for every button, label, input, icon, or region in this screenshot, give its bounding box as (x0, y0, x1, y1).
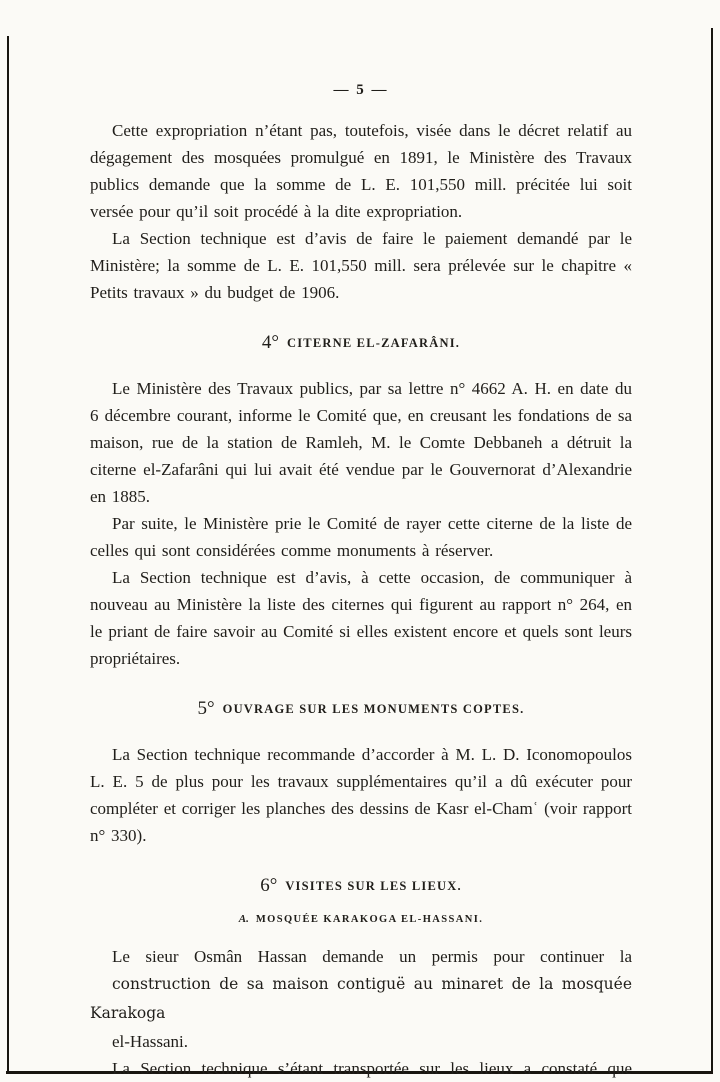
paragraph-line: Le sieur Osmân Hassan demande un permis pour continuer la (112, 947, 632, 966)
scan-edge-left (7, 36, 9, 1074)
paragraph-rayer-citerne: Par suite, le Ministère prie le Comité de rayer cette citerne de la liste de celles qui sont considérées comme monuments à réserver. (90, 514, 632, 560)
subsection-label: A. (238, 913, 249, 925)
section-title: VISITES SUR LES LIEUX. (285, 879, 462, 893)
subsection-heading-mosquee-karakoga (90, 908, 632, 929)
section-heading-citerne (90, 328, 632, 355)
scan-edge-right (711, 28, 713, 1074)
paragraph-lettre-ministere: Le Ministère des Travaux publics, par sa lettre n° 4662 A. H. en date du 6 décembre courant, informe le Comité que, en creusant les fondations de sa maison, rue de la station de Ramleh, M. le Comte Debbaneh a détruit la citerne el-Zafarâni qui lui avait été vendue par le Gouvernorat d’Alexandrie en 1885. (90, 379, 632, 506)
section-number: 5° (197, 698, 215, 719)
text-block (90, 82, 632, 1082)
paragraph-section-technique-paiement: La Section technique est d’avis de faire le paiement demandé par le Ministère; la somme de L. E. 101,550 mill. sera prélevée sur le chapitre « Petits travaux » du budget de 1906. (90, 229, 632, 302)
paragraph-iconomopoulos: La Section technique recommande d’accorder à M. L. D. Iconomopoulos L. E. 5 de plus pour les travaux supplémentaires qu’il a dû exécuter pour compléter et corriger les planches des dessins de Kasr el-Chamʿ (voir rapport n° 330). (90, 745, 632, 845)
paragraph-osman-hassan (90, 943, 632, 1055)
section-number: 6° (260, 875, 278, 896)
paragraph-transportee-lieux: La Section technique s’étant transportée sur les lieux a constaté que (112, 1059, 632, 1078)
section-title: OUVRAGE SUR LES MONUMENTS COPTES. (222, 702, 525, 716)
section-heading-ouvrage-coptes (90, 694, 632, 721)
paragraph-liste-citernes: La Section technique est d’avis, à cette occasion, de communiquer à nouveau au Ministère la liste des citernes qui figurent au rapport n° 264, en le priant de faire savoir au Comité si elles existent encore et quels sont leurs propriétaires. (90, 568, 632, 668)
paragraph-expropriation-decret: Cette expropriation n’étant pas, toutefois, visée dans le décret relatif au dégagement des mosquées promulgué en 1891, le Ministère des Travaux publics demande que la somme de L. E. 101,550 mill. précitée lui soit versée pour qu’il soit procédé à la dite expropriation. (90, 121, 632, 221)
page-number: — 5 — (333, 82, 389, 98)
paragraph-line-alt-typeface: construction de sa maison contiguë au minaret de la mosquée Karakoga (90, 975, 632, 1022)
section-heading-visites (90, 871, 632, 898)
paragraph-line: el-Hassani. (112, 1032, 189, 1051)
section-title: CITERNE EL-ZAFARÂNI. (287, 336, 461, 350)
subsection-title: MOSQUÉE KARAKOGA EL-HASSANI. (255, 914, 484, 925)
section-number: 4° (261, 332, 279, 353)
